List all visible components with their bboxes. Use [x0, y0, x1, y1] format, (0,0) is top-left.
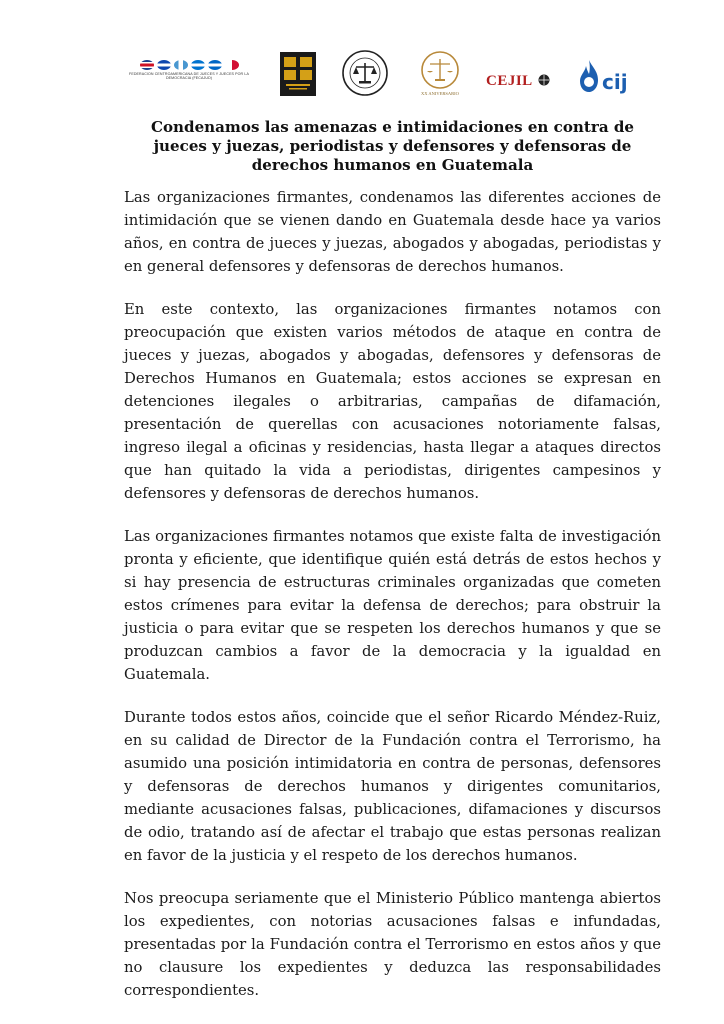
logo-bar [120, 50, 640, 100]
cij-flame-icon [578, 58, 600, 94]
nicaragua-flag-icon [208, 60, 222, 70]
fecajud-logo [124, 60, 254, 90]
costa-rica-flag-icon [140, 60, 154, 70]
cejil-globe-icon [538, 74, 550, 86]
flags-row [124, 60, 254, 70]
aniversario-scales-icon [418, 50, 462, 90]
cij-wordmark: cij [602, 70, 628, 94]
el-salvador-flag-icon [157, 60, 171, 70]
scales-seal-icon [342, 50, 388, 96]
panama-flag-icon [225, 60, 239, 70]
aniversario-caption: XX ANIVERSARIO [421, 91, 459, 96]
paragraph: Las organizaciones firmantes notamos que existe falta de investigación pronta y eficiente, que identifique quién está detrás de estos hechos y si hay presencia de estructuras criminales organizadas que cometen estos crímenes para evitar la defensa de derechos; para obstruir la justicia o para evitar que se respeten los derechos humanos y que se produzcan cambios a favor de la democracia y la igualdad en Guatemala. [124, 528, 661, 683]
foro-de-jueces-logo [280, 52, 316, 96]
cejil-logo [486, 70, 550, 90]
document-title: Condenamos las amenazas e intimidaciones en contra de jueces y juezas, periodistas y defensores y defensoras de derechos humanos en Guatemala [150, 118, 635, 174]
document-body [124, 186, 661, 1022]
cejil-wordmark: CEJIL [486, 73, 533, 89]
xx-aniversario-logo [418, 50, 462, 98]
cij-logo [578, 58, 638, 96]
foro-icon [280, 52, 316, 96]
asociacion-jueces-logo [342, 50, 388, 96]
paragraph: Durante todos estos años, coincide que el señor Ricardo Méndez-Ruiz, en su calidad de Director de la Fundación contra el Terrorismo, ha asumido una posición intimidatoria en contra de personas, defensores y defensoras de derechos humanos y dirigentes comunitarios, mediante acusaciones falsas, publicaciones, difamaciones y discursos de odio, tratando así de afectar el trabajo que estas personas realizan en favor de la justicia y el respeto de los derechos humanos. [124, 709, 661, 864]
honduras-flag-icon [191, 60, 205, 70]
paragraph: Nos preocupa seriamente que el Ministerio Público mantenga abiertos los expedientes, con notorias acusaciones falsas e infundadas, presentadas por la Fundación contra el Terrorismo en estos años y que no clausure los expedientes y deduzca las responsabilidades correspondientes. [124, 890, 661, 999]
guatemala-flag-icon [174, 60, 188, 70]
paragraph: En este contexto, las organizaciones firmantes notamos con preocupación que existen varios métodos de ataque en contra de jueces y juezas, abogados y abogadas, defensores y defensoras de Derechos Humanos en Guatemala; estos acciones se expresan en detenciones ilegales o arbitrarias, campañas de difamación, presentación de querellas con acusaciones notoriamente falsas, ingreso ilegal a oficinas y residencias, hasta llegar a ataques directos que han quitado la vida a periodistas, dirigentes campesinos y defensores y defensoras de derechos humanos. [124, 301, 661, 502]
fecajud-caption: FEDERACION CENTROAMERICANA DE JUECES Y JUECES POR LA DEMOCRACIA (FECAJUD) [129, 72, 249, 81]
paragraph: Las organizaciones firmantes, condenamos las diferentes acciones de intimidación que se vienen dando en Guatemala desde hace ya varios años, en contra de jueces y juezas, abogados y abogadas, periodistas y en general defensores y defensoras de derechos humanos. [124, 189, 661, 275]
